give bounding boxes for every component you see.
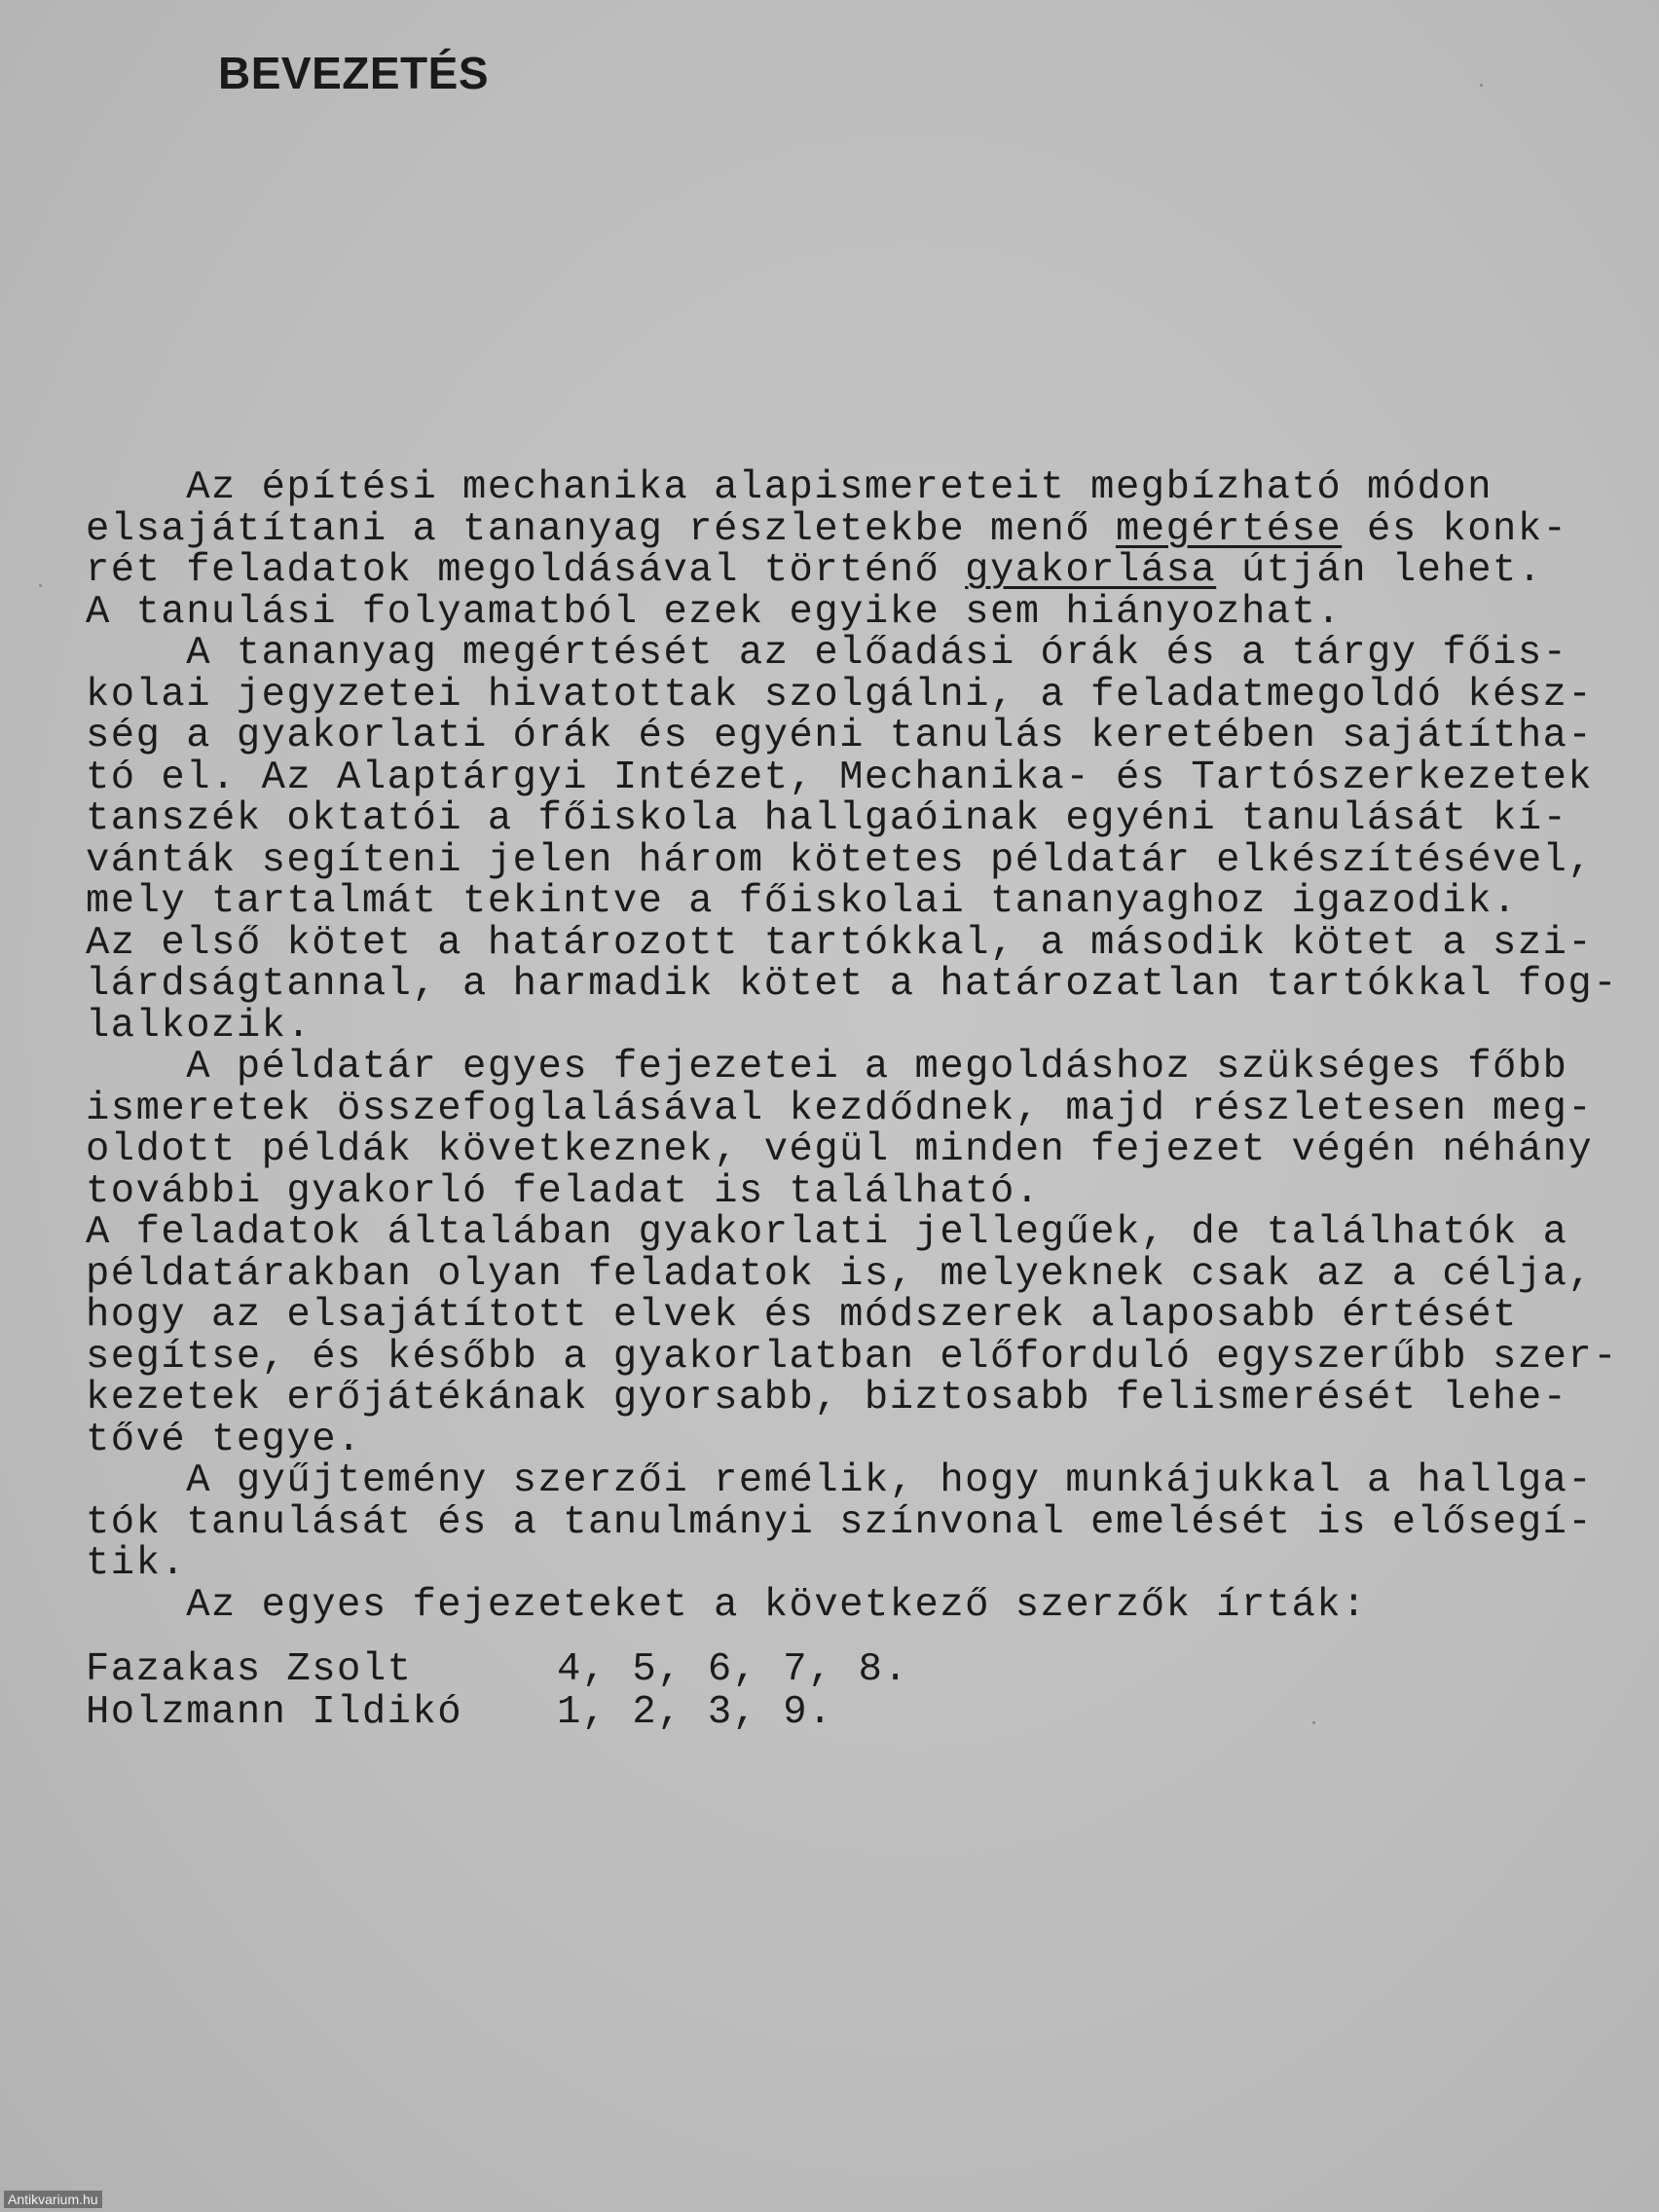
authors-list: [86, 1648, 908, 1734]
text-line: [86, 1419, 1604, 1461]
text-segment: további gyakorló feladat is található.: [86, 1168, 1041, 1214]
text-line: [86, 716, 1604, 757]
text-segment: ség a gyakorlati órák és egyéni tanulás keretében sajátítha-: [86, 714, 1594, 758]
text-segment: kezetek erőjátékának gyorsabb, biztosabb felismerését lehe-: [86, 1376, 1568, 1420]
text-line: [86, 1460, 1604, 1502]
paper-speck: [1312, 1721, 1315, 1724]
text-line: [86, 1168, 1604, 1214]
watermark: Antikvarium.hu: [4, 2191, 102, 2208]
text-segment: rét feladatok megoldásával történő: [86, 548, 966, 593]
introduction-text: [86, 465, 1619, 1628]
text-segment: útján lehet.: [1216, 548, 1543, 593]
text-segment: hogy az elsajátított elvek és módszerek alaposabb értését: [86, 1293, 1518, 1338]
text-segment: oldott példák következnek, végül minden fejezet végén néhány: [86, 1127, 1594, 1172]
text-segment: A példatár egyes fejezetei a megoldáshoz szükséges főbb: [86, 1045, 1568, 1089]
text-line: [86, 1378, 1604, 1419]
author-chapters: 4, 5, 6, 7, 8.: [557, 1647, 909, 1692]
text-segment: Az első kötet a határozott tartókkal, a második kötet a szi-: [86, 920, 1594, 966]
text-line: [86, 1212, 1604, 1254]
text-segment: kolai jegyzetei hivatottak szolgálni, a feladatmegoldó kész-: [86, 672, 1594, 718]
author-chapters: 1, 2, 3, 9.: [557, 1690, 833, 1735]
underlined-word: megértése: [1115, 506, 1343, 552]
text-segment: tók tanulását és a tanulmányi színvonal emelését is elősegí-: [86, 1499, 1594, 1545]
text-segment: A gyűjtemény szerzői remélik, hogy munkájukkal a hallga-: [86, 1458, 1594, 1503]
text-segment: lárdságtannal, a harmadik kötet a határozatlan tartókkal fog-: [86, 962, 1619, 1007]
text-segment: példatárakban olyan feladatok is, melyeknek csak az a célja,: [86, 1251, 1594, 1297]
text-line: [86, 1295, 1604, 1337]
text-line: [86, 550, 1604, 592]
text-line: [86, 881, 1604, 923]
text-line: [86, 1251, 1604, 1297]
page-title: BEVEZETÉS: [218, 48, 490, 98]
text-line: [86, 798, 1604, 840]
text-segment: segítse, és később a gyakorlatban előforduló egyszerűbb szer-: [86, 1334, 1619, 1380]
paper-speck: [39, 584, 42, 587]
text-segment: és konk-: [1342, 506, 1568, 552]
text-segment: tó el. Az Alaptárgyi Intézet, Mechanika- és Tartószerkezetek: [86, 755, 1594, 800]
text-line: [86, 633, 1604, 675]
author-row: [86, 1648, 908, 1691]
text-line: [86, 1499, 1604, 1545]
text-segment: A feladatok általában gyakorlati jellegűek, de találhatók a: [86, 1210, 1568, 1255]
text-line: [86, 1129, 1604, 1171]
text-segment: mely tartalmát tekintve a főiskolai tananyaghoz igazodik.: [86, 879, 1518, 924]
text-line: [86, 757, 1604, 799]
text-line: [86, 1088, 1604, 1130]
text-line: [86, 837, 1604, 883]
text-line: [86, 962, 1619, 1007]
text-segment: tanszék oktatói a főiskola hallgaóinak egyéni tanulását kí-: [86, 796, 1568, 841]
text-line: [86, 1543, 1604, 1585]
text-segment: tik.: [86, 1541, 187, 1586]
text-line: [86, 1582, 1604, 1628]
text-line: [86, 1003, 1604, 1049]
text-line: [86, 506, 1604, 552]
author-name: Holzmann Ildikó: [86, 1690, 463, 1735]
text-segment: ismeretek összefoglalásával kezdődnek, majd részletesen meg-: [86, 1086, 1594, 1131]
author-name: Fazakas Zsolt: [86, 1647, 413, 1692]
text-line: [86, 1334, 1619, 1380]
text-line: [86, 1047, 1604, 1088]
text-segment: tővé tegye.: [86, 1417, 362, 1462]
text-segment: vánták segíteni jelen három kötetes példatár elkészítésével,: [86, 837, 1594, 883]
underlined-word: gyakorlása: [965, 548, 1217, 593]
text-segment: Az egyes fejezeteket a következő szerzők írták:: [86, 1582, 1368, 1628]
text-segment: A tananyag megértését az előadási órák és a tárgy főis-: [86, 631, 1568, 676]
text-line: [86, 920, 1604, 966]
text-segment: elsajátítani a tananyag részletekbe menő: [86, 506, 1116, 552]
paper-speck: [1480, 84, 1483, 87]
author-row: [86, 1691, 908, 1734]
text-segment: lalkozik.: [86, 1003, 313, 1049]
text-segment: Az építési mechanika alapismereteit megbízható módon: [86, 465, 1493, 510]
text-line: [86, 672, 1604, 718]
text-segment: A tanulási folyamatból ezek egyike sem hiányozhat.: [86, 589, 1343, 635]
text-line: [86, 589, 1604, 635]
text-line: [86, 467, 1604, 509]
